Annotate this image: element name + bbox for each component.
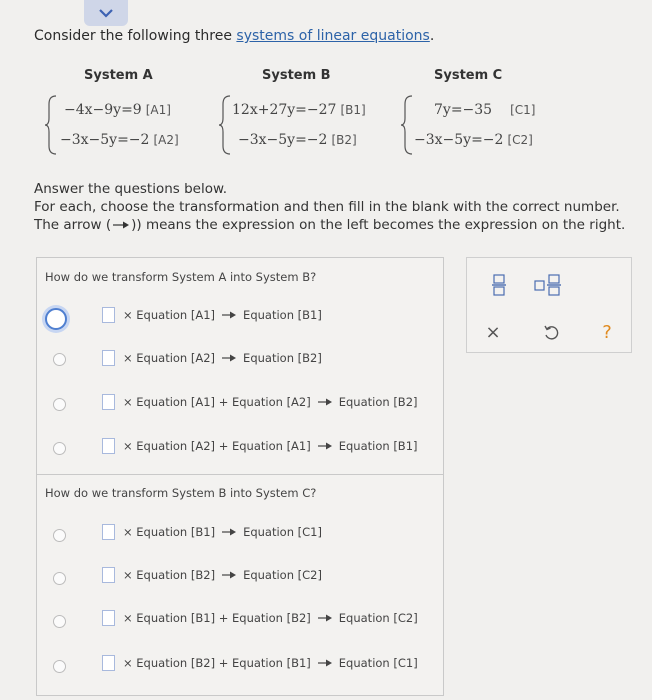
part1-radio-4[interactable] (53, 442, 66, 455)
part2-prompt: How do we transform System B into System C? (45, 486, 317, 500)
arrow-icon (317, 659, 333, 667)
arrow-icon (221, 571, 237, 579)
arrow-icon (317, 614, 333, 622)
collapse-tab[interactable] (84, 0, 128, 26)
undo-icon (543, 324, 559, 340)
number-blank-input[interactable] (102, 307, 115, 323)
fraction-button[interactable] (487, 272, 511, 298)
number-blank-input[interactable] (102, 350, 115, 366)
number-blank-input[interactable] (102, 567, 115, 583)
arrow-icon (221, 311, 237, 319)
number-blank-input[interactable] (102, 524, 115, 540)
help-icon: ? (602, 321, 612, 343)
arrow-icon (317, 398, 333, 406)
instructions: Answer the questions below. For each, choose the transformation and then fill in the blank with the correct number. The arrow ( )) means the expression on the left becomes the expression on the right. (34, 181, 626, 233)
arrow-icon (317, 442, 333, 450)
close-icon: × (485, 321, 501, 343)
part2-option-1: × Equation [B1] Equation [C1] (102, 524, 322, 540)
part1-option-3: × Equation [A1] + Equation [A2] Equation [B2] (102, 394, 418, 410)
arrow-icon (221, 354, 237, 362)
equation-a1: −4x−9y=9 [A1] (64, 102, 171, 118)
part1-prompt: How do we transform System A into System B? (45, 270, 317, 284)
math-tools-panel (466, 257, 632, 353)
system-a-title: System A (84, 68, 153, 83)
part1-option-4: × Equation [A2] + Equation [A1] Equation [B1] (102, 438, 418, 454)
part2-option-2: × Equation [B2] Equation [C2] (102, 567, 322, 583)
system-b-title: System B (262, 68, 331, 83)
mixed-number-button[interactable] (531, 272, 565, 298)
number-blank-input[interactable] (102, 394, 115, 410)
part1-radio-2[interactable] (53, 353, 66, 366)
number-blank-input[interactable] (102, 655, 115, 671)
panel-divider (37, 474, 443, 475)
number-blank-input[interactable] (102, 438, 115, 454)
system-c-title: System C (434, 68, 503, 83)
part1-radio-1[interactable] (45, 308, 67, 330)
mixed-number-icon (534, 274, 562, 296)
equation-b1: 12x+27y=−27 [B1] (232, 102, 366, 118)
clear-button[interactable] (481, 320, 505, 344)
arrow-icon (112, 221, 130, 229)
part2-option-3: × Equation [B1] + Equation [B2] Equation [C2] (102, 610, 418, 626)
undo-button[interactable] (539, 320, 563, 344)
brace-c (400, 94, 414, 156)
part1-radio-3[interactable] (53, 398, 66, 411)
part1-option-2: × Equation [A2] Equation [B2] (102, 350, 322, 366)
equation-a2: −3x−5y=−2 [A2] (60, 132, 179, 148)
equation-c1: 7y=−35 [C1] (434, 102, 536, 118)
arrow-icon (221, 528, 237, 536)
number-blank-input[interactable] (102, 610, 115, 626)
help-button[interactable] (595, 320, 619, 344)
equation-c2: −3x−5y=−2 [C2] (414, 132, 533, 148)
fraction-icon (492, 274, 506, 296)
part2-option-4: × Equation [B2] + Equation [B1] Equation [C1] (102, 655, 418, 671)
equation-b2: −3x−5y=−2 [B2] (238, 132, 357, 148)
question-title: Consider the following three systems of linear equations. (34, 28, 435, 44)
part2-radio-2[interactable] (53, 572, 66, 585)
brace-a (44, 94, 58, 156)
answer-panel (36, 257, 444, 696)
part2-radio-3[interactable] (53, 615, 66, 628)
part2-radio-1[interactable] (53, 529, 66, 542)
part2-radio-4[interactable] (53, 660, 66, 673)
systems-link[interactable]: systems of linear equations (236, 28, 430, 44)
chevron-down-icon (98, 8, 114, 18)
brace-b (218, 94, 232, 156)
part1-option-1: × Equation [A1] Equation [B1] (102, 307, 322, 323)
